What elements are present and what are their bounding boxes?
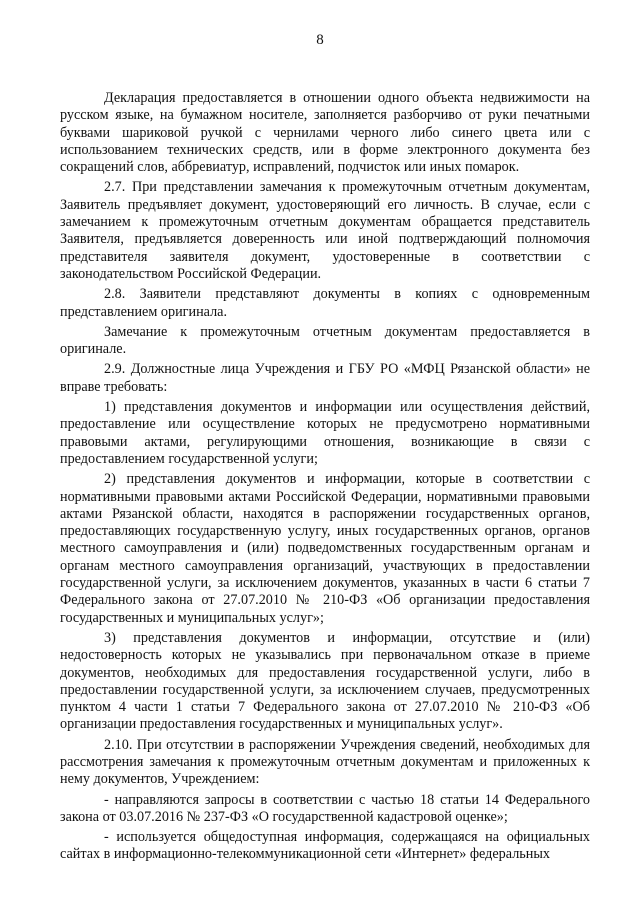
dash-item-public-info: - используется общедоступная информация, содержащаяся на официальных сайтах в информационно-телекоммуникационной сети «Интернет» федеральных: [60, 829, 590, 863]
paragraph-2-7: 2.7. При представлении замечания к промежуточным отчетным документам, Заявитель предъявляет документ, удостоверяющий его личность. В случае, если с замечанием к промежуточным отчетным документам обращается представитель Заявителя, предъявляется доверенность или иной подтверждающий полномочия представителя заявителя документ, удостоверенные в соответствии с законодательством Российской Федерации.: [60, 179, 590, 282]
paragraph-2-9: 2.9. Должностные лица Учреждения и ГБУ РО «МФЦ Рязанской области» не вправе требовать:: [60, 361, 590, 395]
document-body: [60, 90, 590, 864]
list-item-2: 2) представления документов и информации, которые в соответствии с нормативными правовыми актами Российской Федерации, нормативными правовыми актами Рязанской области, находятся в распоряжении государственных органов, предоставляющих государственную услугу, иных государственных органов, органов местного самоуправления и (или) подведомственных государственным органам и органам местного самоуправления организаций, участвующих в предоставлении государственной услуги, за исключением документов, указанных в части 6 статьи 7 Федерального закона от 27.07.2010 № 210-ФЗ «Об организации предоставления государственных и муниципальных услуг»;: [60, 471, 590, 626]
paragraph-remark-original: Замечание к промежуточным отчетным документам предоставляется в оригинале.: [60, 323, 590, 358]
paragraph-2-10: 2.10. При отсутствии в распоряжении Учреждения сведений, необходимых для рассмотрения замечания к промежуточным отчетным документам и приложенных к нему документов, Учреждением:: [60, 736, 590, 788]
dash-item-requests: - направляются запросы в соответствии с частью 18 статьи 14 Федерального закона от 03.07.2016 № 237-ФЗ «О государственной кадастровой оценке»;: [60, 791, 590, 825]
list-item-1: 1) представления документов и информации или осуществления действий, предоставление или осуществление которых не предусмотрено нормативными правовыми актами, регулирующими отношения, возникающие в связи с предоставлением государственной услуги;: [60, 399, 590, 467]
page-number: 8: [316, 32, 324, 48]
paragraph-declaration: Декларация предоставляется в отношении одного объекта недвижимости на русском языке, на бумажном носителе, заполняется разборчиво от руки печатными буквами шариковой ручкой с чернилами черного либо синего цвета или с использованием технических средств, или в форме электронного документа без сокращений слов, аббревиатур, исправлений, подчисток или иных помарок.: [60, 90, 590, 176]
paragraph-2-8: 2.8. Заявители представляют документы в копиях с одновременным представлением оригинала.: [60, 286, 590, 320]
list-item-3: 3) представления документов и информации, отсутствие и (или) недостоверность которых не указывались при первоначальном отказе в приеме документов, необходимых для предоставления государственной услуги, либо в предоставлении государственной услуги, за исключением случаев, предусмотренных пунктом 4 части 1 статьи 7 Федерального закона от 27.07.2010 № 210-ФЗ «Об организации предоставления государственных и муниципальных услуг».: [60, 629, 590, 733]
